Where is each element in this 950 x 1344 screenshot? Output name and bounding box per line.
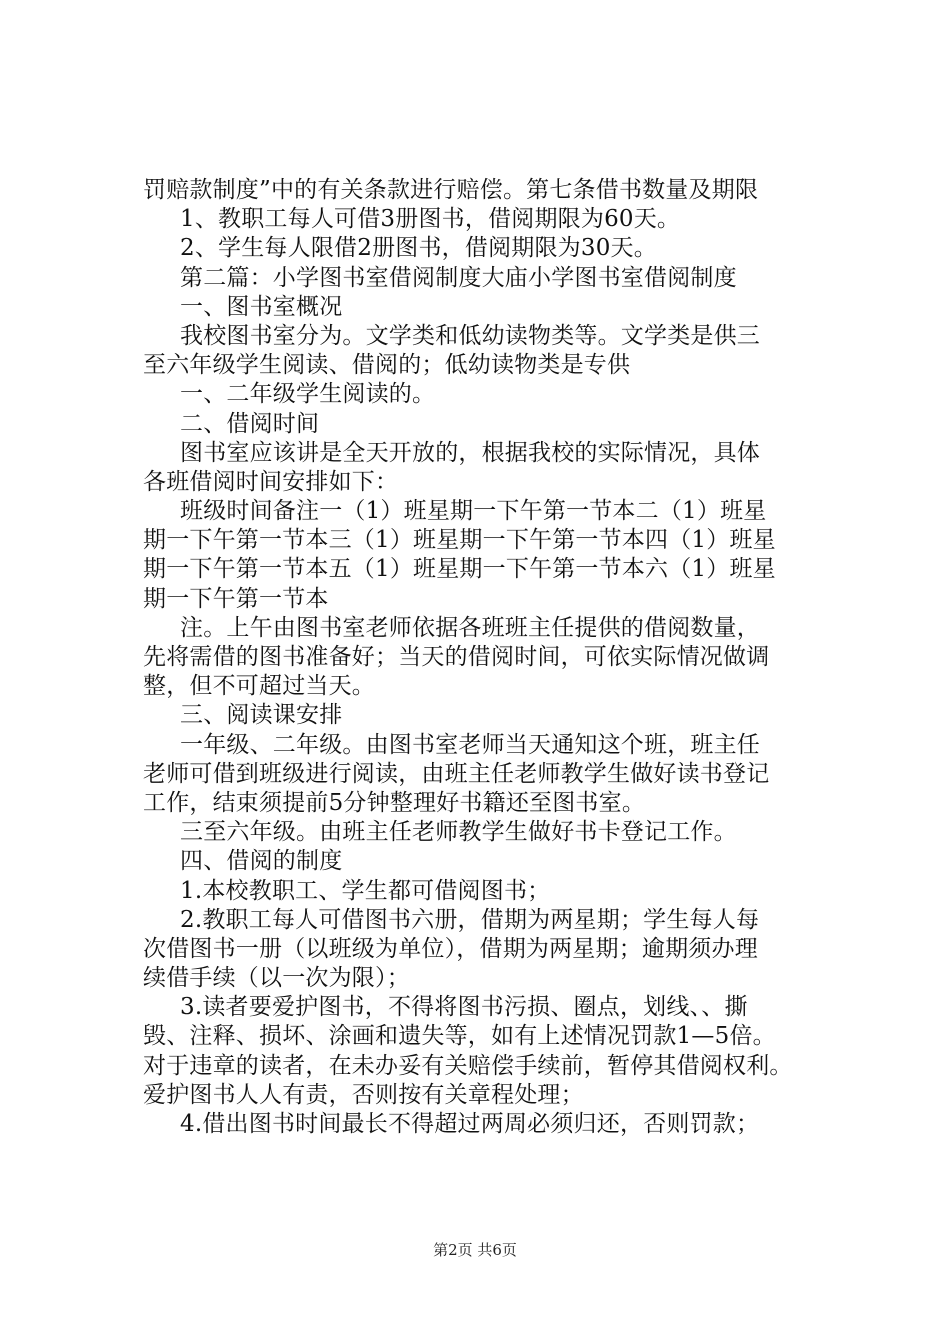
text-line: 3.读者要爱护图书，不得将图书污损、圈点，划线、、撕 (180, 994, 748, 1021)
text-line: 先将需借的图书准备好；当天的借阅时间，可依实际情况做调 (143, 644, 770, 670)
text-line: 图书室应该讲是全天开放的，根据我校的实际情况，具体 (180, 439, 760, 466)
text-line: 罚赔款制度”中的有关条款进行赔偿。第七条借书数量及期限 (143, 177, 759, 203)
text-line: 一、图书室概况 (180, 293, 343, 320)
text-line: 毁、注释、损坏、涂画和遗失等，如有上述情况罚款1—5倍。 (143, 1023, 776, 1050)
text-line: 期一下午第一节本 (143, 585, 329, 612)
text-line: 期一下午第一节本三（1）班星期一下午第一节本四（1）班星 (143, 527, 776, 554)
text-line: 整，但不可超过当天。 (143, 673, 375, 700)
text-line: 爱护图书人人有责，否则按有关章程处理； (143, 1081, 584, 1108)
text-line: 续借手续（以一次为限）； (143, 965, 410, 992)
text-line: 对于违章的读者，在未办妥有关赔偿手续前，暂停其借阅权利。 (143, 1052, 793, 1079)
text-line: 2.教职工每人可借图书六册，借期为两星期；学生每人每 (180, 906, 760, 933)
page-footer: 第2页 共6页 (433, 1241, 517, 1259)
text-line: 工作，结束须提前5分钟整理好书籍还至图书室。 (143, 789, 646, 816)
text-line: 1.本校教职工、学生都可借阅图书； (180, 877, 551, 904)
text-line: 1、教职工每人可借3册图书，借阅期限为60天。 (180, 206, 681, 233)
text-line: 次借图书一册（以班级为单位），借期为两星期；逾期须办理 (143, 935, 758, 962)
text-line: 一、二年级学生阅读的。 (180, 381, 436, 408)
text-line: 各班借阅时间安排如下： (143, 468, 399, 495)
text-line: 4.借出图书时间最长不得超过两周必须归还，否则罚款； (180, 1111, 760, 1137)
text-line: 班级时间备注一（1）班星期一下午第一节本二（1）班星 (180, 498, 767, 525)
text-line: 四、借阅的制度 (180, 848, 343, 875)
text-line: 第二篇：小学图书室借阅制度大庙小学图书室借阅制度 (180, 264, 737, 291)
text-line: 一年级、二年级。由图书室老师当天通知这个班，班主任 (180, 731, 760, 758)
text-line: 三、阅读课安排 (180, 702, 343, 729)
text-line: 三至六年级。由班主任老师教学生做好书卡登记工作。 (180, 819, 737, 846)
text-line: 二、借阅时间 (180, 410, 320, 437)
text-line: 2、学生每人限借2册图书，借阅期限为30天。 (180, 235, 657, 262)
document-body (143, 176, 828, 1139)
text-line: 注。上午由图书室老师依据各班班主任提供的借阅数量， (180, 614, 760, 641)
text-line: 期一下午第一节本五（1）班星期一下午第一节本六（1）班星 (143, 556, 776, 583)
text-line: 老师可借到班级进行阅读，由班主任老师教学生做好读书登记 (143, 760, 770, 787)
text-line: 至六年级学生阅读、借阅的；低幼读物类是专供 (143, 352, 631, 379)
text-line: 我校图书室分为。文学类和低幼读物类等。文学类是供三 (180, 322, 760, 349)
